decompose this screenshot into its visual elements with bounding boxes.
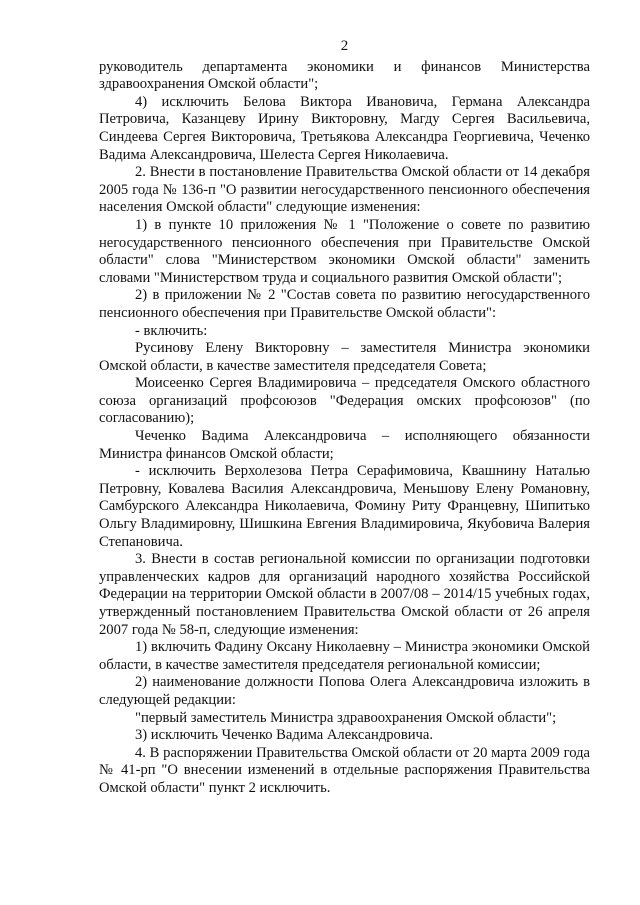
paragraph-include-label: - включить: bbox=[135, 322, 208, 339]
paragraph-section-4: 4. В распоряжении Правительства Омской области от 20 марта 2009 года № 41-рп "О внесении изменений в отдельные распоряжения Правительства Омской области" пункт 2 исключить. bbox=[99, 744, 590, 796]
paragraph-section-2-item-2: 2) в приложении № 2 "Состав совета по развитию негосударственного пенсионного обеспечения при Правительстве Омской области": bbox=[99, 287, 590, 321]
paragraph-include-rusinova: Русинову Елену Викторовну – заместителя Министра экономики Омской области, в качестве заместителя председателя Совета; bbox=[99, 340, 590, 374]
paragraph-section-3: 3. Внести в состав региональной комиссии по организации подготовки управленческих кадров для организаций народного хозяйства Российской Федерации на территории Омской области в 2007/08 – 2014/15 учебных годах, утвержденный постановлением Правительства Омской области от 26 апреля 2007 года № 58-п, следующие изменения: bbox=[99, 551, 590, 638]
paragraph-include-moiseenko: Моисеенко Сергея Владимировича – председателя Омского областного союза организаций профсоюзов "Федерация омских профсоюзов" (по согласованию); bbox=[99, 375, 590, 427]
paragraph-section-3-item-1: 1) включить Фадину Оксану Николаевну – Министра экономики Омской области, в качестве заместителя председателя региональной комиссии; bbox=[99, 639, 590, 673]
paragraph-section-2: 2. Внести в постановление Правительства Омской области от 14 декабря 2005 года № 136-п "О развитии негосударственного пенсионного обеспечения населения Омской области" следующие изменения: bbox=[99, 164, 590, 216]
paragraph-include-chechenko: Чеченко Вадима Александровича – исполняющего обязанности Министра финансов Омской области; bbox=[99, 428, 590, 462]
paragraph-section-3-item-3: 3) исключить Чеченко Вадима Александровича. bbox=[135, 727, 434, 744]
page-number: 2 bbox=[340, 38, 349, 54]
paragraph-section-2-item-1: 1) в пункте 10 приложения № 1 "Положение о совете по развитию негосударственного пенсионного обеспечения при Правительстве Омской области" слова "Министерством экономики Омской области" заменить словами "Министерством труда и социального развития Омской области"; bbox=[99, 216, 590, 286]
paragraph-new-position-title: "первый заместитель Министра здравоохранения Омской области"; bbox=[135, 709, 557, 726]
paragraph-continuation-minzdrav: руководитель департамента экономики и финансов Министерства здравоохранения Омской области"; bbox=[99, 58, 590, 93]
paragraph-item-4-exclude: 4) исключить Белова Виктора Ивановича, Германа Александра Петровича, Казанцеву Ирину Викторовну, Магду Сергея Васильевича, Синдеева Сергея Викторовича, Третьякова Александра Георгиевича, Чеченко Вадима Александровича, Шелеста Сергея Николаевича. bbox=[99, 93, 590, 163]
paragraph-section-3-item-2: 2) наименование должности Попова Олега Александровича изложить в следующей редакции: bbox=[99, 674, 590, 708]
paragraph-exclude-list: - исключить Верхолезова Петра Серафимовича, Квашнину Наталью Петровну, Ковалева Василия Александровича, Меньшову Елену Романовну, Самбурского Александра Николаевича, Фомину Риту Францевну, Шипитько Ольгу Владимировну, Шишкина Евгения Владимировича, Якубовича Валерия Степановича. bbox=[99, 463, 590, 550]
